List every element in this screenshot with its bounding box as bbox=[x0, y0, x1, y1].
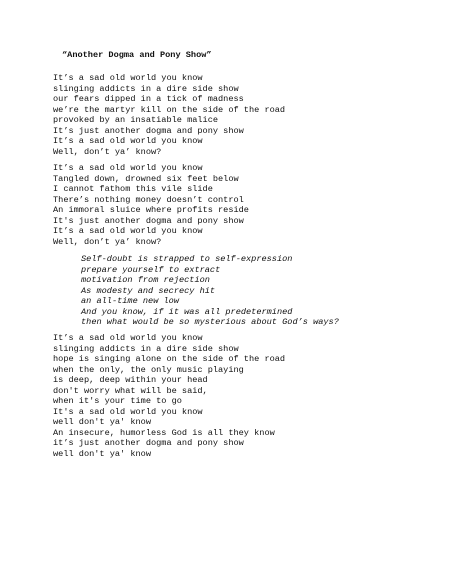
lyric-line: An insecure, humorless God is all they know bbox=[53, 427, 275, 438]
lyric-line: prepare yourself to extract bbox=[81, 264, 221, 275]
lyric-line: well don't ya' know bbox=[53, 448, 151, 459]
lyric-line: slinging addicts in a dire side show bbox=[53, 83, 239, 94]
stanza-2 bbox=[53, 163, 249, 247]
lyric-line: slinging addicts in a dire side show bbox=[53, 343, 239, 354]
lyric-line: It’s just another dogma and pony show bbox=[53, 125, 244, 136]
stanza-1 bbox=[53, 73, 285, 157]
lyric-line: It’s a sad old world you know bbox=[53, 73, 203, 83]
lyric-line: then what would be so mysterious about God’s ways? bbox=[81, 317, 339, 327]
lyric-line: well don't ya' know bbox=[53, 417, 151, 427]
stanza-4 bbox=[53, 333, 285, 459]
lyric-line: when it's your time to go bbox=[53, 396, 182, 406]
lyric-line: There’s nothing money doesn’t control bbox=[53, 194, 244, 205]
lyric-line: It’s a sad old world you know bbox=[53, 136, 203, 146]
lyric-line: is deep, deep within your head bbox=[53, 375, 208, 385]
lyric-line: Tangled down, drowned six feet below bbox=[53, 173, 239, 184]
lyric-line: motivation from rejection bbox=[81, 275, 210, 285]
lyric-line: And you know, if it was all predetermined bbox=[81, 306, 293, 317]
lyric-line: I cannot fathom this vile slide bbox=[53, 184, 213, 194]
lyric-line: hope is singing alone on the side of the road bbox=[53, 354, 286, 364]
song-title: “Another Dogma and Pony Show” bbox=[62, 50, 212, 60]
lyric-line: don't worry what will be said, bbox=[53, 385, 208, 396]
lyric-line: when the only, the only music playing bbox=[53, 364, 244, 375]
lyric-line: It’s a sad old world you know bbox=[53, 163, 203, 173]
lyric-line: Well, don’t ya’ know? bbox=[53, 146, 162, 157]
lyric-line: we’re the martyr kill on the side of the road bbox=[53, 104, 286, 115]
lyric-line: As modesty and secrecy hit bbox=[81, 285, 216, 296]
lyric-line: Well, don’t ya’ know? bbox=[53, 236, 162, 247]
lyric-line: It’s a sad old world you know bbox=[53, 333, 203, 343]
lyric-line: It's a sad old world you know bbox=[53, 406, 203, 417]
lyric-line: it’s just another dogma and pony show bbox=[53, 438, 244, 448]
lyric-line: our fears dipped in a tick of madness bbox=[53, 94, 244, 104]
lyric-line: It's just another dogma and pony show bbox=[53, 215, 244, 226]
lyric-line: Self-doubt is strapped to self-expression bbox=[81, 254, 293, 264]
lyric-line: It’s a sad old world you know bbox=[53, 226, 203, 236]
stanza-3-bridge bbox=[81, 254, 339, 328]
lyric-line: An immoral sluice where profits reside bbox=[53, 205, 249, 215]
lyric-line: provoked by an insatiable malice bbox=[53, 115, 219, 125]
lyric-line: an all-time new low bbox=[81, 296, 179, 306]
